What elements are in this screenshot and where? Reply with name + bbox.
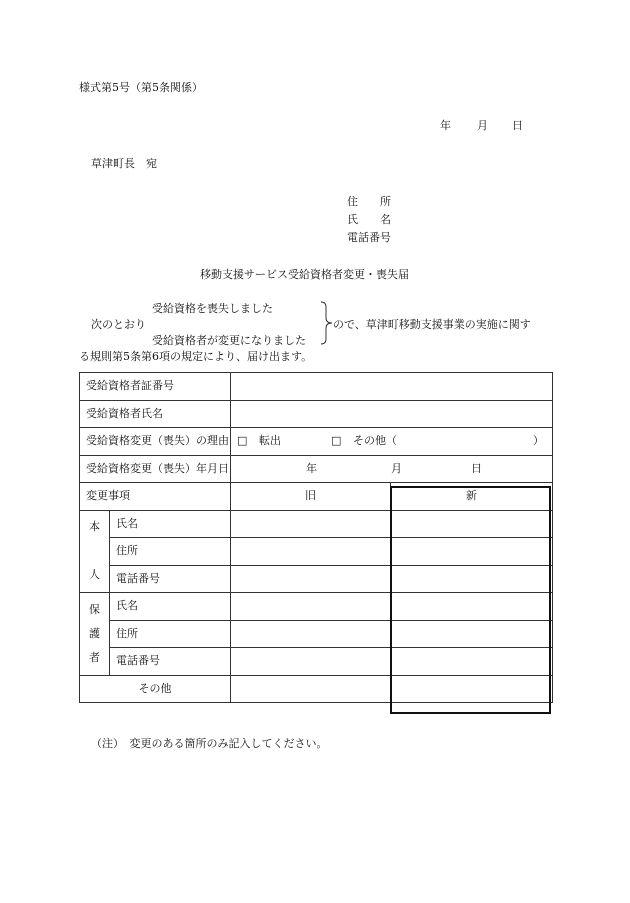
reason-move-checkbox[interactable]: □ (237, 434, 248, 447)
note: （注） 変更のある箇所のみ記入してください。 (91, 737, 328, 750)
self-name-label: 氏名 (110, 510, 231, 538)
guardian-phone-label: 電話番号 (110, 648, 231, 676)
reason-field (231, 428, 553, 456)
new-header: 新 (391, 483, 553, 511)
old-header: 旧 (231, 483, 391, 511)
option-lost: 受給資格を喪失しました (152, 302, 273, 315)
self-phone-new[interactable] (391, 565, 553, 593)
date-month: 月 (477, 119, 488, 132)
self-phone-old[interactable] (231, 565, 391, 593)
body-continuation: ので、草津町移動支援事業の実施に関す (333, 318, 531, 331)
guardian-address-label: 住所 (110, 620, 231, 648)
guardian-section-label (80, 593, 110, 676)
holder-name-label: 受給資格者氏名 (80, 400, 231, 428)
reason-other-label: その他（ (353, 434, 397, 447)
applicant-address-label: 住 所 (347, 195, 391, 208)
applicant-name-label: 氏 名 (347, 213, 391, 226)
other-old[interactable] (231, 675, 391, 703)
reason-label: 受給資格変更（喪失）の理由 (80, 428, 231, 456)
form-table (79, 372, 553, 703)
date-day: 日 (512, 119, 523, 132)
cert-number-field[interactable] (231, 373, 553, 401)
form-id: 様式第5号（第5条関係） (79, 81, 203, 94)
reason-move-label: 転出 (259, 434, 281, 447)
guardian-char-3: 者 (89, 650, 100, 664)
guardian-name-new[interactable] (391, 593, 553, 621)
change-date-day: 日 (471, 461, 482, 475)
option-changed: 受給資格者が変更になりました (152, 334, 306, 347)
form-title: 移動支援サービス受給資格者変更・喪失届 (200, 268, 409, 281)
body-lead: 次のとおり (91, 318, 146, 331)
holder-name-field[interactable] (231, 400, 553, 428)
body-line2: る規則第5条第6項の規定により、届け出ます。 (79, 350, 313, 363)
guardian-phone-old[interactable] (231, 648, 391, 676)
self-char-1: 本 (89, 520, 100, 534)
guardian-address-new[interactable] (391, 620, 553, 648)
self-char-2: 人 (89, 568, 100, 582)
self-name-new[interactable] (391, 510, 553, 538)
self-phone-label: 電話番号 (110, 565, 231, 593)
change-date-year: 年 (306, 461, 317, 475)
reason-other-checkbox[interactable]: □ (331, 434, 342, 447)
reason-other-close: ） (533, 434, 544, 447)
change-items-label: 変更事項 (80, 483, 231, 511)
guardian-phone-new[interactable] (391, 648, 553, 676)
change-date-field[interactable] (231, 455, 553, 483)
self-section-label (80, 510, 110, 593)
cert-number-label: 受給資格者証番号 (80, 373, 231, 401)
guardian-name-old[interactable] (231, 593, 391, 621)
addressee: 草津町長 宛 (91, 157, 157, 170)
self-address-label: 住所 (110, 538, 231, 566)
date-year: 年 (440, 119, 451, 132)
guardian-name-label: 氏名 (110, 593, 231, 621)
guardian-address-old[interactable] (231, 620, 391, 648)
self-address-new[interactable] (391, 538, 553, 566)
applicant-phone-label: 電話番号 (347, 231, 391, 244)
other-label: その他 (80, 675, 231, 703)
other-new[interactable] (391, 675, 553, 703)
change-date-month: 月 (391, 461, 402, 475)
guardian-char-1: 保 (89, 602, 100, 616)
self-address-old[interactable] (231, 538, 391, 566)
change-date-label: 受給資格変更（喪失）年月日 (80, 455, 231, 483)
self-name-old[interactable] (231, 510, 391, 538)
brace-icon (320, 301, 334, 345)
guardian-char-2: 護 (89, 626, 100, 640)
